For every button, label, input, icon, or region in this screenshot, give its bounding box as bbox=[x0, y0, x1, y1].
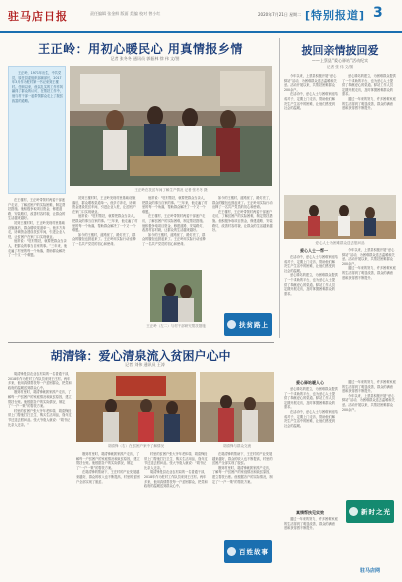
article2-column-badge bbox=[346, 500, 394, 523]
issue-date: 2020年7月21日 星期二 bbox=[258, 12, 302, 17]
article2-byline: 记者 张 伟 文/图 bbox=[326, 65, 354, 69]
editor-credits: 责任编辑 张金鲜 版面 美编 校对 曾小红 bbox=[90, 11, 161, 16]
article1-column-badge bbox=[224, 313, 272, 336]
article2-body-col4: 今年以来，上蔡县积极开展“爱心驿站”活动，为困难群众送去温暖和关爱。活动开展以来，共帮扶困难群众200余户。 通过一年来的努力，许多困难家庭的生活得到了明显改善，群众的满意度和获得感不断提升。 bbox=[342, 248, 396, 280]
article1-body-col3: 他常说：“驻村帮扶，就要把群众当亲人，把群众的事当自家的事。”三年来，他走遍了村里的每一个角落，帮助群众解决了一个又一个难题。 在王楼村，王正岭带领村两委干部逐户走访，了解贫困户的实际困难，制定帮扶措施。他积极争取项目资金，修建道路、安装路灯，改善村容村貌，让群众的生活越来越好。 如今的王楼村，道路宽了，路灯亮了，群众的腰包也鼓起来了。王正岭用实际行动诠释了一名共产党员的初心和使命。 bbox=[142, 196, 208, 246]
article2-subhead-3: 真情帮扶见实效 bbox=[296, 510, 324, 515]
article1-photo-caption: 王正岭在扶贫车间了解生产情况 记者 张冬冬 摄 bbox=[134, 188, 208, 192]
column-divider bbox=[279, 38, 280, 338]
article2-body-col6: 通过一年来的努力，许多困难家庭的生活得到了明显改善，群众的满意度和获得感不断提升。 今年以来，上蔡县积极开展“爱心驿站”活动，为困难群众送去温暖和关爱。活动开展以来，共帮扶困难群众200余户。 bbox=[342, 380, 396, 412]
article2-body-col5: 爱心驿站的建立，为困难群众提供了一个求助的平台，也为爱心人士提供了奉献爱心的渠道。驿站工作人员定期开展走访，及时掌握困难群众的需求。 在活动中，爱心人士与困难家庭结成对子，定期上门走访，帮助他们解决生产生活中的困难，让他们感受到社会的温暖。 bbox=[284, 387, 338, 428]
page-number: 3 bbox=[373, 5, 383, 21]
article3-second-photo bbox=[200, 372, 274, 442]
article1-main-photo bbox=[70, 66, 272, 186]
article3-body-col2: 刚到村里时，胡清锋就挨家挨户走访，了解每一户贫困户的家庭情况和致贫原因，建立帮扶台账。他根据各户的实际情况，制定了“一户一策”的帮扶方案。 在胡清锋的帮助下，王庄村的产业发展越来越好，群众的收入也不断提高，村里的贫困户全部实现了脱贫。 bbox=[76, 452, 140, 484]
article3-body-col1: 胡清锋是县农业农村局的一名普通干部，2018年作为驻村工作队员来到王庄村。两年多来，他用真情帮扶每一户贫困群众，把党和政府的温暖送到群众心中。 刚到村里时，胡清锋就挨家挨户走访，了解每一户贫困户的家庭情况和致贫原因，建立帮扶台账。他根据各户的实际情况，制定了“一户一策”的帮扶方案。 村里的贫困户张大爷年老体弱，胡清锋经常上门帮他打扫卫生、购买生活用品，逢年过节还送去慰问品。张大爷逢人就说：“胡书记比亲人还亲。” bbox=[8, 372, 72, 427]
article2-subtitle: ——上蔡县“爱心驿站”活动纪实 bbox=[311, 58, 369, 63]
article3-body-col3: 村里的贫困户张大爷年老体弱，胡清锋经常上门帮他打扫卫生、购买生活用品，逢年过节还送去慰问品。张大爷逢人就说：“胡书记比亲人还亲。” 胡清锋是县农业农村局的一名普通干部，2018年作为驻村工作队员来到王庄村。两年多来，他用真情帮扶每一户贫困群众，把党和政府的温暖送到群众心中。 bbox=[144, 452, 208, 489]
article1-intro-box bbox=[8, 66, 66, 194]
article2-subhead-1: 爱心人士一帮一 bbox=[300, 248, 328, 253]
article2-photo-caption: 爱心人士为困难群众送去慰问品 bbox=[315, 241, 365, 245]
masthead bbox=[0, 0, 402, 33]
article2-badge-label: 新时之光 bbox=[361, 508, 391, 516]
article3-body-col4: 在胡清锋的帮助下，王庄村的产业发展越来越好，群众的收入也不断提高，村里的贫困户全部实现了脱贫。 刚到村里时，胡清锋就挨家挨户走访，了解每一户贫困户的家庭情况和致贫原因，建立帮扶台账。他根据各户的实际情况，制定了“一户一策”的帮扶方案。 bbox=[212, 452, 273, 484]
article1-second-caption: 王正岭（左二）与村干部研究帮扶措施 bbox=[146, 324, 206, 328]
article3-second-caption: 胡清锋与群众交流 bbox=[223, 444, 251, 448]
article1-intro-text: 王正岭，1971年出生，中共党员，原任县委组织部副部长，2017年3月作为驻村第一书记来到王楼村。任职以来，他以扎实的工作作风赢得了群众的认可，在帮扶工作中，他与村干部一起带领群众走上了脱贫致富的道路。 bbox=[12, 71, 63, 103]
section-label: [特别报道] bbox=[305, 9, 366, 22]
article1-headline: 王正岭：用初心暖民心 用真情报乡情 bbox=[38, 42, 243, 56]
newspaper-logo: 驻马店日报 bbox=[8, 10, 68, 23]
article2-body-col3: 在活动中，爱心人士与困难家庭结成对子，定期上门走访，帮助他们解决生产生活中的困难，让他们感受到社会的温暖。 爱心驿站的建立，为困难群众提供了一个求助的平台，也为爱心人士提供了奉献爱心的渠道。驿站工作人员定期开展走访，及时掌握困难群众的需求。 bbox=[284, 255, 338, 296]
article1-body-col4: 如今的王楼村，道路宽了，路灯亮了，群众的腰包也鼓起来了。王正岭用实际行动诠释了一名共产党员的初心和使命。 在王楼村，王正岭带领村两委干部逐户走访，了解贫困户的实际困难，制定帮扶措施。他积极争取项目资金，修建道路、安装路灯，改善村容村貌，让群众的生活越来越好。 bbox=[212, 196, 273, 233]
article3-column-badge bbox=[224, 540, 272, 563]
article3-badge-label: 百姓故事 bbox=[239, 548, 269, 556]
article3-headline: 胡清锋：爱心清泉流入贫困户心中 bbox=[50, 349, 231, 363]
section-divider bbox=[8, 342, 274, 343]
article2-body-col7: 通过一年来的努力，许多困难家庭的生活得到了明显改善，群众的满意度和获得感不断提升。 bbox=[284, 517, 338, 531]
article1-body-col1: 在王楼村，王正岭带领村两委干部逐户走访，了解贫困户的实际困难，制定帮扶措施。他积极争取项目资金，修建道路、安装路灯，改善村容村貌，让群众的生活越来越好。 初到王楼村时，王正岭发现村里基础设施落后，群众增收渠道单一。他多方奔走，协调资金建设扶贫车间，引进企业入驻，让贫困户在家门口实现就业。 他常说：“驻村帮扶，就要把群众当亲人，把群众的事当自家的事。”三年来，他走遍了村里的每一个角落，帮助群众解决了一个又一个难题。 bbox=[8, 198, 68, 258]
article1-byline: 记者 张冬冬 通讯员 郭振林 徐 伟 文/图 bbox=[110, 56, 180, 61]
article1-badge-label: 扶贫路上 bbox=[239, 321, 269, 329]
article2-headline: 披回亲情披回爱 bbox=[301, 44, 379, 57]
article3-photo-caption: 胡清锋（右）在贫困户家中了解情况 bbox=[108, 444, 164, 448]
article2-photo bbox=[284, 195, 396, 239]
article1-body-col2: 初到王楼村时，王正岭发现村里基础设施落后，群众增收渠道单一。他多方奔走，协调资金建设扶贫车间，引进企业入驻，让贫困户在家门口实现就业。 他常说：“驻村帮扶，就要把群众当亲人，把群众的事当自家的事。”三年来，他走遍了村里的每一个角落，帮助群众解决了一个又一个难题。 如今的王楼村，道路宽了，路灯亮了，群众的腰包也鼓起来了。王正岭用实际行动诠释了一名共产党员的初心和使命。 bbox=[72, 196, 138, 246]
article1-second-photo bbox=[150, 270, 202, 322]
article2-subhead-2: 爱心驿站暖人心 bbox=[296, 380, 324, 385]
article3-byline: 记者 刘伟 通讯员 王涛 bbox=[125, 362, 165, 367]
article3-main-photo bbox=[76, 372, 196, 442]
footer-logo: 驻马店网 bbox=[360, 568, 381, 574]
article2-body-col2: 爱心驿站的建立，为困难群众提供了一个求助的平台，也为爱心人士提供了奉献爱心的渠道。驿站工作人员定期开展走访，及时掌握困难群众的需求。 通过一年来的努力，许多困难家庭的生活得到了明显改善，群众的满意度和获得感不断提升。 bbox=[342, 74, 396, 111]
article2-body-col1: 今年以来，上蔡县积极开展“爱心驿站”活动，为困难群众送去温暖和关爱。活动开展以来，共帮扶困难群众200余户。 在活动中，爱心人士与困难家庭结成对子，定期上门走访，帮助他们解决生产生活中的困难，让他们感受到社会的温暖。 bbox=[284, 74, 338, 111]
